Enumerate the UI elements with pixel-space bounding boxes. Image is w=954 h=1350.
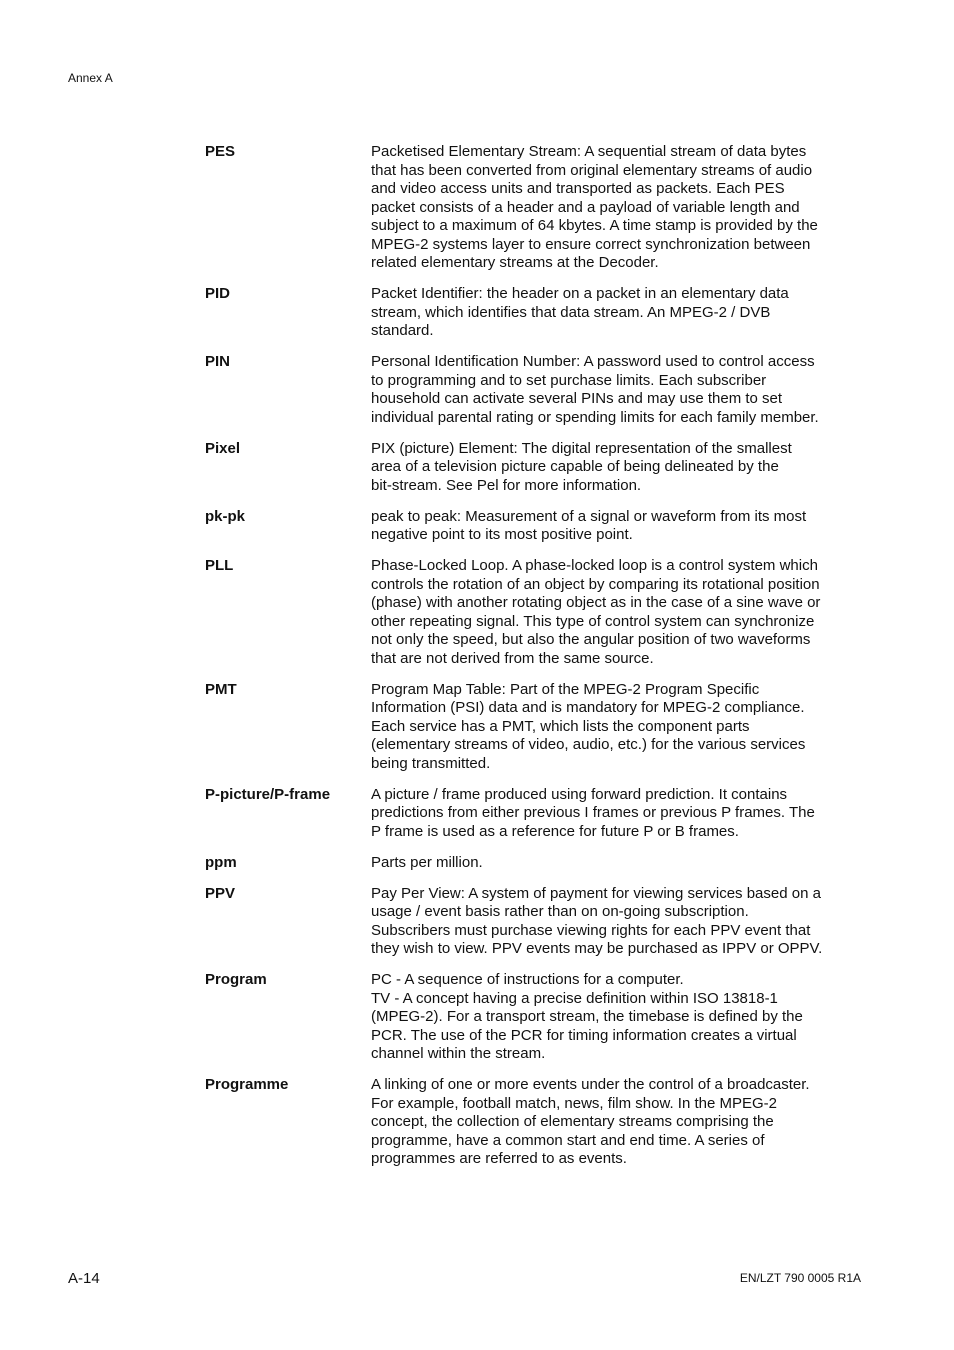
glossary-definition: Phase-Locked Loop. A phase-locked loop is a control system which controls the rotation of an object by comparing its rotational position (phase) with another rotating object as in the case of a sine wave or other repeating signal. This type of control system can synchronize not only the speed, but also the angular position of two waveforms that are not derived from the same source. [371, 557, 821, 667]
running-header: Annex A [68, 71, 113, 85]
glossary-definition: Packetised Elementary Stream: A sequential stream of data bytes that has been converted from original elementary streams of audio and video access units and transported as packets. Each PES packet consists of a header and a payload of variable length and subject to a maximum of 64 kbytes. A time stamp is provided by the MPEG-2 systems layer to ensure correct synchronization between related elementary streams at the Decoder. [371, 143, 818, 271]
glossary-entry [205, 440, 865, 496]
glossary-term: PMT [205, 680, 237, 698]
glossary-definition: Program Map Table: Part of the MPEG-2 Program Specific Information (PSI) data and is mandatory for MPEG-2 compliance. Each service has a PMT, which lists the component parts (elementary streams of video, audio, etc.) for the various services being transmitted. [371, 680, 806, 772]
glossary-term: ppm [205, 853, 237, 871]
glossary-term: PIN [205, 353, 231, 370]
glossary-entry [205, 971, 865, 1064]
glossary-term: Programme [205, 1076, 289, 1093]
glossary-term: PID [205, 285, 231, 302]
glossary-term: Program [205, 971, 267, 988]
glossary-entry [205, 557, 865, 668]
glossary-definition: PC - A sequence of instructions for a computer. TV - A concept having a precise definition within ISO 13818-1 (MPEG-2). For a transport stream, the timebase is defined by the PCR. The use of the PCR for timing information creates a virtual channel within the stream. [371, 971, 803, 1062]
glossary-term: Pixel [205, 439, 241, 457]
glossary-entry [205, 285, 865, 341]
glossary-entry [205, 786, 865, 842]
glossary-entry [205, 885, 865, 959]
glossary-definition: Pay Per View: A system of payment for viewing services based on a usage / event basis rather than on on-going subscription. Subscribers must purchase viewing rights for each PPV event that they wish to view. PPV events may be purchased as IPPV or OPPV. [371, 884, 823, 957]
glossary-definition: Parts per million. [371, 853, 483, 871]
glossary-definition: A linking of one or more events under the control of a broadcaster. For example, football match, news, film show. In the MPEG-2 concept, the collection of elementary streams comprising the programme, have a common start and end time. A series of programmes are referred to as events. [371, 1076, 810, 1167]
glossary-term: PPV [205, 884, 236, 902]
glossary-list [205, 143, 865, 1181]
glossary-definition: peak to peak: Measurement of a signal or waveform from its most negative point to its most positive point. [371, 507, 807, 543]
glossary-definition: Packet Identifier: the header on a packet in an elementary data stream, which identifies that data stream. An MPEG-2 / DVB standard. [371, 285, 789, 339]
glossary-entry [205, 353, 865, 427]
glossary-entry [205, 854, 865, 873]
glossary-term: pk-pk [205, 507, 246, 525]
glossary-entry [205, 143, 865, 273]
document-reference: EN/LZT 790 0005 R1A [739, 1271, 861, 1285]
glossary-entry [205, 508, 865, 545]
glossary-term: PLL [205, 557, 234, 574]
glossary-definition: Personal Identification Number: A password used to control access to programming and to set purchase limits. Each subscriber household can activate several PINs and may use them to set individual parental rating or spending limits for each family member. [371, 353, 819, 426]
glossary-definition: PIX (picture) Element: The digital representation of the smallest area of a television picture capable of being delineated by the bit-stream. See Pel for more information. [371, 439, 792, 494]
glossary-entry [205, 1076, 865, 1169]
glossary-term: PES [205, 143, 236, 160]
glossary-definition: A picture / frame produced using forward prediction. It contains predictions from either previous I frames or previous P frames. The P frame is used as a reference for future P or B frames. [371, 785, 815, 840]
glossary-entry [205, 681, 865, 774]
page-number: A-14 [68, 1270, 100, 1287]
glossary-term: P-picture/P-frame [205, 785, 331, 803]
